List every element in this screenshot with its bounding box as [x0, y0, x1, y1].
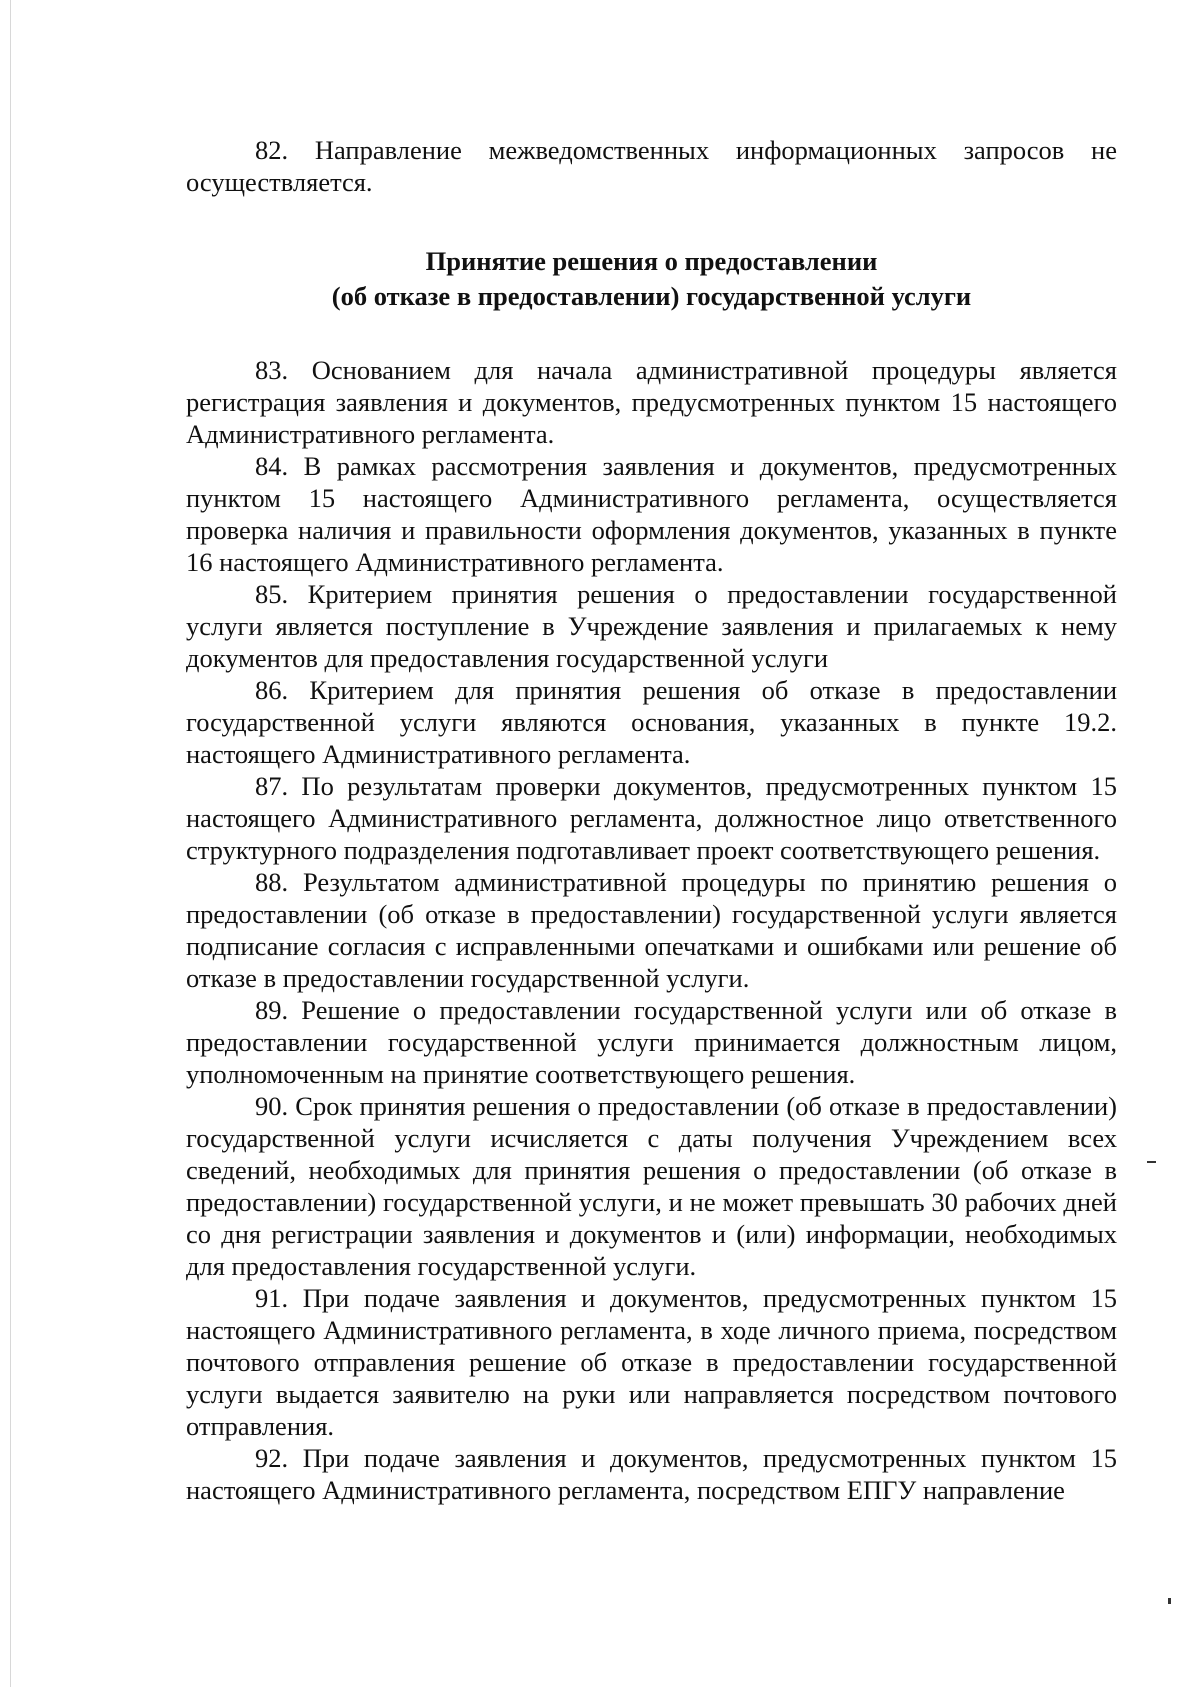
paragraph-89: 89. Решение о предоставлении государственной услуги или об отказе в предоставлении государственной услуги принимается должностным лицом, уполномоченным на принятие соответствующего решения. [186, 995, 1117, 1089]
paragraph-83: 83. Основанием для начала административной процедуры является регистрация заявления и документов, предусмотренных пунктом 15 настоящего Административного регламента. [186, 355, 1117, 449]
document-body [186, 134, 1117, 1506]
paragraph-84: 84. В рамках рассмотрения заявления и документов, предусмотренных пунктом 15 настоящего Административного регламента, осуществляется проверка наличия и правильности оформления документов, указанных в пункте 16 настоящего Административного регламента. [186, 451, 1117, 577]
scan-edge-line [10, 0, 11, 1687]
paragraph-91: 91. При подаче заявления и документов, предусмотренных пунктом 15 настоящего Административного регламента, в ходе личного приема, посредством почтового отправления решение об отказе в предоставлении государственной услуги выдается заявителю на руки или направляется посредством почтового отправления. [186, 1283, 1117, 1441]
paragraph-90: 90. Срок принятия решения о предоставлении (об отказе в предоставлении) государственной услуги исчисляется с даты получения Учреждением всех сведений, необходимых для принятия решения о предоставлении (об отказе в предоставлении) государственной услуги, и не может превышать 30 рабочих дней со дня регистрации заявления и документов и (или) информации, необходимых для предоставления государственной услуги. [186, 1091, 1117, 1281]
paragraph-87: 87. По результатам проверки документов, предусмотренных пунктом 15 настоящего Административного регламента, должностное лицо ответственного структурного подразделения подготавливает проект соответствующего решения. [186, 771, 1117, 865]
paragraph-86: 86. Критерием для принятия решения об отказе в предоставлении государственной услуги являются основания, указанных в пункте 19.2. настоящего Административного регламента. [186, 675, 1117, 769]
paragraph-82: 82. Направление межведомственных информационных запросов не осуществляется. [186, 135, 1117, 197]
scan-speck [1147, 1161, 1156, 1163]
section-heading-line-1: Принятие решения о предоставлении [425, 246, 878, 276]
paragraph-92: 92. При подаче заявления и документов, предусмотренных пунктом 15 настоящего Административного регламента, посредством ЕПГУ направление [186, 1443, 1117, 1505]
section-heading [186, 244, 1117, 314]
scan-speck [1168, 1598, 1171, 1604]
section-heading-line-2: (об отказе в предоставлении) государственной услуги [331, 281, 972, 311]
paragraph-85: 85. Критерием принятия решения о предоставлении государственной услуги является поступление в Учреждение заявления и прилагаемых к нему документов для предоставления государственной услуги [186, 579, 1117, 673]
paragraph-88: 88. Результатом административной процедуры по принятию решения о предоставлении (об отказе в предоставлении) государственной услуги является подписание согласия с исправленными опечатками и ошибками или решение об отказе в предоставлении государственной услуги. [186, 867, 1117, 993]
